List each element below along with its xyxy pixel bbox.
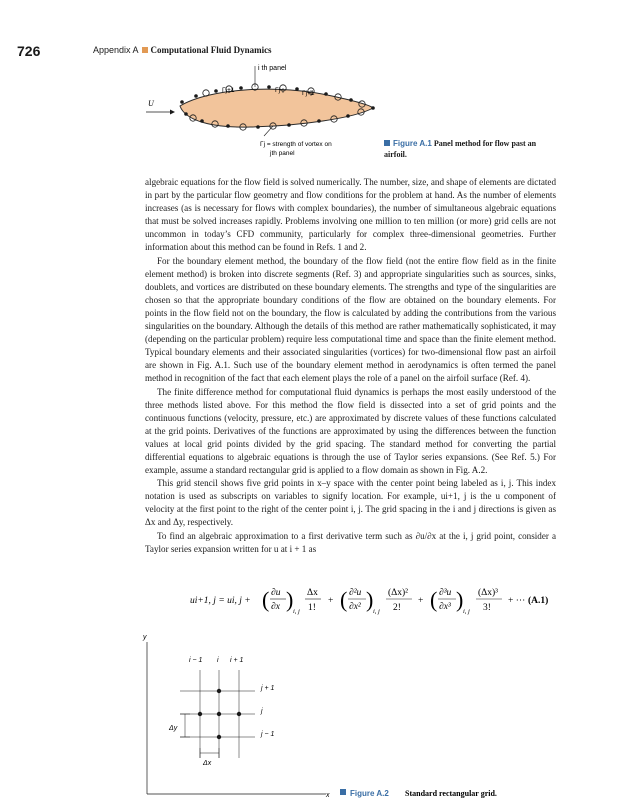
figure-a2-label: Figure A.2	[350, 789, 389, 798]
paragraph: To find an algebraic approximation to a first derivative term such as ∂u/∂x at the i, j grid point, consider a Taylor series expansion written for u at i + 1 as	[145, 530, 556, 554]
bullet-square-icon	[142, 47, 148, 53]
paragraph: For the boundary element method, the boundary of the flow field (not the entire flow field as in the finite element method) is broken into discrete segments (Ref. 3) and appropriate singularities such as sources, sinks, doublets, and vortices are distributed on these boundary elements. The strengths and type of the singularities are chosen so that the appropriate boundary conditions of the flow are obtained on the boundary elements. For points in the flow field not on the boundary, the flow is calculated by adding the contributions from the various singularities on the boundary. Although the details of this method are rather mathematically sophisticated, it may (depending on the particular problem) require less computational time and space than the finite element method. Typical boundary elements and their associated singularities (vortices) for two-dimensional flow past an airfoil are shown in Fig. A.1. Such use of the boundary element method in aerodynamics is often termed the panel method in recognition of the fact that each element plays the role of a panel on the airfoil surface (Ref. 4).	[145, 255, 556, 384]
figure-a1-airfoil	[140, 60, 380, 160]
svg-text:): )	[286, 587, 294, 612]
dy-label: Δy	[169, 725, 178, 732]
term2-num: ∂²u	[349, 588, 362, 598]
svg-text:(: (	[340, 587, 348, 612]
y-axis-label: y	[143, 634, 147, 641]
gamma-next-label: Γj+1	[302, 90, 315, 97]
spacing-markers	[180, 714, 219, 758]
strength-label-line1: Γj = strength of vortex on	[260, 141, 332, 148]
term2-fden: 2!	[393, 603, 401, 613]
equation-a1	[190, 580, 560, 620]
freestream-label: U	[148, 99, 154, 108]
svg-text:(: (	[430, 587, 438, 612]
page-number: 726	[17, 43, 41, 59]
paragraph: The finite difference method for computational fluid dynamics is perhaps the most easily understood of the three methods listed above. For this method the flow field is dissected into a set of grid points and the continuous functions (velocity, pressure, etc.) are approximated by discrete values of these functions calculated at the grid points. Derivatives of the functions are approximated by using the differences between the function values at local grid points divided by the grid spacing. The standard method for converting the partial differential equations to algebraic equations is through the use of Taylor series expansions. (See Ref. 5.) For example, assume a standard rectangular grid is applied to a flow domain as shown in Fig. A.2.	[145, 386, 556, 476]
term2-den: ∂x²	[349, 602, 361, 612]
term3-num: ∂³u	[439, 588, 452, 598]
term1-num: ∂u	[271, 588, 281, 598]
strength-label-line2: jth panel	[270, 150, 295, 157]
svg-text:+: +	[328, 596, 334, 606]
term1-fnum: Δx	[307, 588, 318, 598]
section-title	[93, 45, 272, 55]
figure-a1-caption-text: Panel method for flow past an airfoil.	[384, 139, 537, 159]
term3-sub: i, j	[463, 608, 470, 615]
term3-fnum: (Δx)³	[478, 588, 499, 598]
paragraph: This grid stencil shows five grid points in x–y space with the center point being labeled as i, j. This index notation is used as subscripts on variables to signify location. For example, ui+1, j is the u component of velocity at the first point to the right of the center point i, j. The grid spacing in the i and j directions is given as Δx and Δy, respectively.	[145, 478, 556, 528]
term1-sub: i, j	[293, 608, 300, 615]
x-axis-label: x	[326, 792, 330, 799]
gamma-prev-label: Γj−1	[222, 87, 235, 94]
body-text	[145, 176, 556, 556]
label-i-minus: i − 1	[189, 657, 203, 664]
svg-text:): )	[366, 587, 374, 612]
label-i-plus: i + 1	[230, 657, 244, 664]
term2-fnum: (Δx)²	[388, 588, 409, 598]
term1-fden: 1!	[308, 603, 316, 613]
figure-a1-label: Figure A.1	[393, 139, 432, 148]
equation-term-2	[340, 587, 423, 615]
svg-text:+: +	[418, 596, 424, 606]
paragraph: algebraic equations for the flow field is solved numerically. The number, size, and shape of elements are dictated in part by the particular flow geometry and flow conditions for the problem at hand. As the number of elements increases (as is necessary for flows with complex boundaries), the number of simultaneous algebraic equations that must be solved increases rapidly. Problems involving one million to ten million (or more) grid cells are not uncommon in today’s CFD community, particularly for complex three-dimensional geometries. Further information about this method can be found in Refs. 1 and 2.	[145, 177, 556, 253]
caption-square-icon	[384, 140, 390, 146]
panel-label: i th panel	[258, 65, 287, 72]
term2-sub: i, j	[373, 608, 380, 615]
term3-den: ∂x³	[439, 602, 451, 612]
caption-square-icon	[340, 789, 346, 795]
term3-fden: 3!	[483, 603, 491, 613]
equation-number: (A.1)	[528, 596, 549, 606]
equation-ellipsis: + ⋯	[508, 596, 526, 606]
chapter-title: Computational Fluid Dynamics	[150, 45, 272, 55]
figure-a2-grid	[140, 630, 560, 800]
equation-term-3	[430, 587, 502, 615]
svg-text:): )	[456, 587, 464, 612]
label-j: j	[261, 708, 263, 715]
equation-lhs: ui+1, j = ui, j +	[190, 596, 251, 606]
label-j-minus: j − 1	[261, 731, 275, 738]
appendix-label: Appendix A	[93, 45, 139, 55]
gamma-j-label: Γj	[275, 87, 281, 94]
svg-text:(: (	[262, 587, 270, 612]
label-i: i	[217, 657, 219, 664]
equation-term-1	[262, 587, 333, 615]
label-j-plus: j + 1	[261, 685, 275, 692]
dx-label: Δx	[203, 760, 212, 767]
freestream-arrowhead-icon	[170, 110, 175, 115]
figure-a1-caption	[384, 138, 544, 160]
term1-den: ∂x	[271, 602, 280, 612]
figure-a2-caption-text: Standard rectangular grid.	[405, 789, 497, 798]
